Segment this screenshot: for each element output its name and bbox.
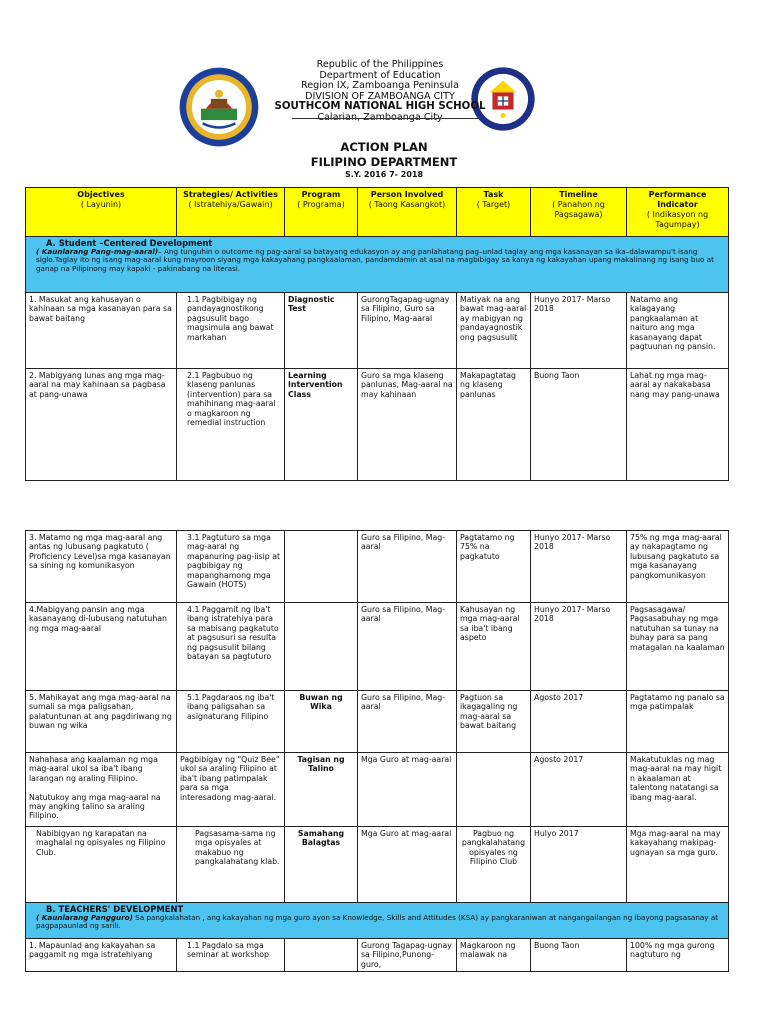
cell-timeline: Buong Taon <box>531 369 627 481</box>
action-plan-table-2 <box>25 530 729 972</box>
cell-timeline: Hunyo 2017- Marso 2018 <box>531 603 627 691</box>
letterhead-line3: Region IX, Zamboanga Peninsula <box>301 80 459 92</box>
cell-strategy: 4.1 Paggamit ng iba't ibang istratehiya para sa mabisang pagkatuto at pagsusuri sa resulta ng pagsusulit bilang batayan sa pagtuturo <box>177 603 285 691</box>
cell-indicator: Pagsasagawa/ Pagsasabuhay ng mga natutuhan sa tunay na buhay para sa pang matagalan na kaalaman <box>627 603 729 691</box>
letterhead-line4: DIVISION OF ZAMBOANGA CITY <box>305 90 455 102</box>
cell-strategy: 5.1 Pagdaraos ng iba't ibang paligsahan sa asignaturang Filipino <box>177 691 285 753</box>
cell-indicator: Lahat ng mga mag-aaral ay nakakabasa nang may pang-unawa <box>627 369 729 481</box>
cell-objective: 4.Mabigyang pansin ang mga kasanayang di-lubusang natutuhan ng mga mag-aaral <box>26 603 177 691</box>
col-objectives: Objectives ( Layunin) <box>26 188 177 237</box>
table-row <box>26 691 729 753</box>
cell-strategy: 3.1 Pagtuturo sa mga mag-aaral ng mapanuring pag-iisip at pagbibigay ng mapanghamong mga Gawain (HOTS) <box>177 531 285 603</box>
table-header-row <box>26 188 729 237</box>
action-plan-table-1 <box>25 187 729 481</box>
cell-task: Makapagtatag ng klaseng panlunas <box>457 369 531 481</box>
section-b-title: B. TEACHERS' DEVELOPMENT <box>46 904 184 914</box>
table-row <box>26 369 729 481</box>
cell-timeline: Hulyo 2017 <box>531 827 627 903</box>
cell-program: Tagisan ng Talino <box>285 753 358 827</box>
section-b-row <box>26 903 729 939</box>
cell-timeline: Hunyo 2017- Marso 2018 <box>531 531 627 603</box>
cell-objective: 5. Mahikayat ang mga mag-aaral na sumali sa mga paligsahan, palatuntunan at ang pagdiriwang ng buwan ng wika <box>26 691 177 753</box>
cell-timeline: Hunyo 2017- Marso 2018 <box>531 293 627 369</box>
cell-task: Kahusayan ng mga mag-aaral sa iba't ibang aspeto <box>457 603 531 691</box>
cell-strategy: 1.1 Pagbibigay ng pandayagnostikong pagsusulit bago magsimula ang bawat markahan <box>177 293 285 369</box>
cell-task: Matiyak na ang bawat mag-aaral ay mabigyan ng pandayagnostik ong pagsusulit <box>457 293 531 369</box>
cell-strategy: Pagbibigay ng "Quiz Bee" ukol sa araling Filipino at iba't ibang patimpalak para sa mga interesadong mag-aaral. <box>177 753 285 827</box>
cell-timeline: Agosto 2017 <box>531 753 627 827</box>
cell-indicator: Pagtatamo ng panalo sa mga patimpalak <box>627 691 729 753</box>
school-seal-logo <box>178 66 260 148</box>
letterhead-line1: Republic of the Philippines <box>316 59 444 70</box>
school-name: SOUTHCOM NATIONAL HIGH SCHOOL <box>274 101 486 113</box>
table-row <box>26 753 729 827</box>
cell-indicator: Mga mag-aaral na may kakayahang makipag-ugnayan sa mga guro. <box>627 827 729 903</box>
cell-indicator: 100% ng mga gurong nagtuturo ng <box>627 939 729 972</box>
table-row <box>26 293 729 369</box>
col-program: Program ( Programa) <box>285 188 358 237</box>
cell-objective: Nahahasa ang kaalaman ng mga mag-aaral ukol sa iba't ibang larangan ng araling Filipino. Natutukoy ang mga mag-aaral na may angking talino sa araling Filipino. <box>26 753 177 827</box>
school-year: S.Y. 2016 7- 2018 <box>344 170 424 179</box>
cell-task: Pagbuo ng pangkalahatang opisyales ng Filipino Club <box>457 827 531 903</box>
cell-objective: 3. Matamo ng mga mag-aaral ang antas ng lubusang pagkatuto ( Proficiency Level)sa mga kasanayan sa sining ng komunikasyon <box>26 531 177 603</box>
section-a-title: A. Student –Centered Development <box>46 238 213 248</box>
table-row <box>26 939 729 972</box>
department-title: FILIPINO DEPARTMENT <box>310 155 458 169</box>
cell-person: Guro sa mga klaseng panlunas, Mag-aaral na may kahinaan <box>358 369 457 481</box>
cell-program: Buwan ng Wika <box>285 691 358 753</box>
section-b-description: ( Kaunlarang Pangguro) Sa pangkalahatan , ang kakayahan ng mga guro ayon sa Knowledge, Skills and Attitudes (KSA) ay pangkaraniwan at nangangailangan ng ibayong pagsasanay at pagpapaunlad ng sarili. <box>36 912 719 931</box>
cell-objective: Nabibigyan ng karapatan na maghalal ng opisyales ng Filipino Club. <box>26 827 177 903</box>
document-title: ACTION PLAN <box>340 140 428 154</box>
cell-program <box>285 531 358 603</box>
cell-person: Guro sa Filipino, Mag-aaral <box>358 531 457 603</box>
section-a-row <box>26 237 729 293</box>
col-indicator: Performance Indicator ( Indikasyon ng Tagumpay) <box>627 188 729 237</box>
cell-indicator: Makatutuklas ng mag mag-aaral na may higit n akaalaman at talentong natatangi sa ibang mag-aaral. <box>627 753 729 827</box>
cell-program <box>285 603 358 691</box>
col-timeline: Timeline ( Panahon ng Pagsagawa) <box>531 188 627 237</box>
table-row <box>26 827 729 903</box>
cell-task: Magkaroon ng malawak na <box>457 939 531 972</box>
cell-strategy: 2.1 Pagbubuo ng klaseng panlunas (intervention) para sa mahihinang mag-aaral o magkaroon ng remedial instruction <box>177 369 285 481</box>
cell-program <box>285 939 358 972</box>
cell-indicator: 75% ng mga mag-aaral ay nakapagtamo ng lubusang pagkatuto sa mga kasanayang pangkomunikasyon <box>627 531 729 603</box>
section-a-description: ( Kaunlarang Pang-mag-aaral)– Ang tunguhin o outcome ng pag-aaral sa batayang edukasyon ay ang panlahatang pag–unlad taglay ang mga kasanayan sa ika–dalawampu't isang siglo.Taglay ito ng isang mag-aaral kung mayroon siyang mga kakayahang pangkaalaman, pandamdamin at asal na magbibigay sa kanya ng kakayahan upang makalinang ng isang buo at ganap na Pilipinong may kapaki - pakinabang na literasi. <box>36 246 714 273</box>
cell-objective: 1. Mapaunlad ang kakayahan sa paggamit ng mga istratehiyang <box>26 939 177 972</box>
cell-person: GurongTagapag-ugnay sa Filipino, Guro sa Filipino, Mag-aaral <box>358 293 457 369</box>
cell-task: Pagtatamo ng 75% na pagkatuto <box>457 531 531 603</box>
cell-timeline: Buong Taon <box>531 939 627 972</box>
col-person: Person Involved ( Taong Kasangkot) <box>358 188 457 237</box>
cell-strategy: 1.1 Pagdalo sa mga seminar at workshop <box>177 939 285 972</box>
letterhead <box>250 60 510 124</box>
cell-task: Pagtuon sa ikagagaling ng mag-aaral sa bawat baitang <box>457 691 531 753</box>
cell-indicator: Natamo ang kalagayang pangkaalaman at naituro ang mga kasanayang dapat pagtuunan ng pansin. <box>627 293 729 369</box>
table-row <box>26 531 729 603</box>
letterhead-divider <box>292 118 478 119</box>
cell-strategy: Pagsasama-sama ng mga opisyales at makabuo ng pangkalahatang klab. <box>177 827 285 903</box>
cell-objective: 1. Masukat ang kahusayan o kahinaan sa mga kasanayan para sa bawat baitang <box>26 293 177 369</box>
cell-person: Mga Guro at mag-aaral <box>358 753 457 827</box>
cell-program: Samahang Balagtas <box>285 827 358 903</box>
table-row <box>26 603 729 691</box>
cell-person: Guro sa Filipino, Mag-aaral <box>358 691 457 753</box>
cell-person: Gurong Tagapag-ugnay sa Filipino,Punong-guro, <box>358 939 457 972</box>
cell-person: Mga Guro at mag-aaral <box>358 827 457 903</box>
letterhead-line2: Department of Education <box>319 69 441 81</box>
cell-program: Diagnostic Test <box>285 293 358 369</box>
col-task: Task ( Target) <box>457 188 531 237</box>
cell-timeline: Agosto 2017 <box>531 691 627 753</box>
cell-objective: 2. Mabigyang lunas ang mga mag-aaral na may kahinaan sa pagbasa at pang-unawa <box>26 369 177 481</box>
cell-program: Learning Intervention Class <box>285 369 358 481</box>
cell-person: Guro sa Filipino, Mag-aaral <box>358 603 457 691</box>
col-strategies: Strategies/ Activities ( Istratehiya/Gawain) <box>177 188 285 237</box>
cell-task <box>457 753 531 827</box>
